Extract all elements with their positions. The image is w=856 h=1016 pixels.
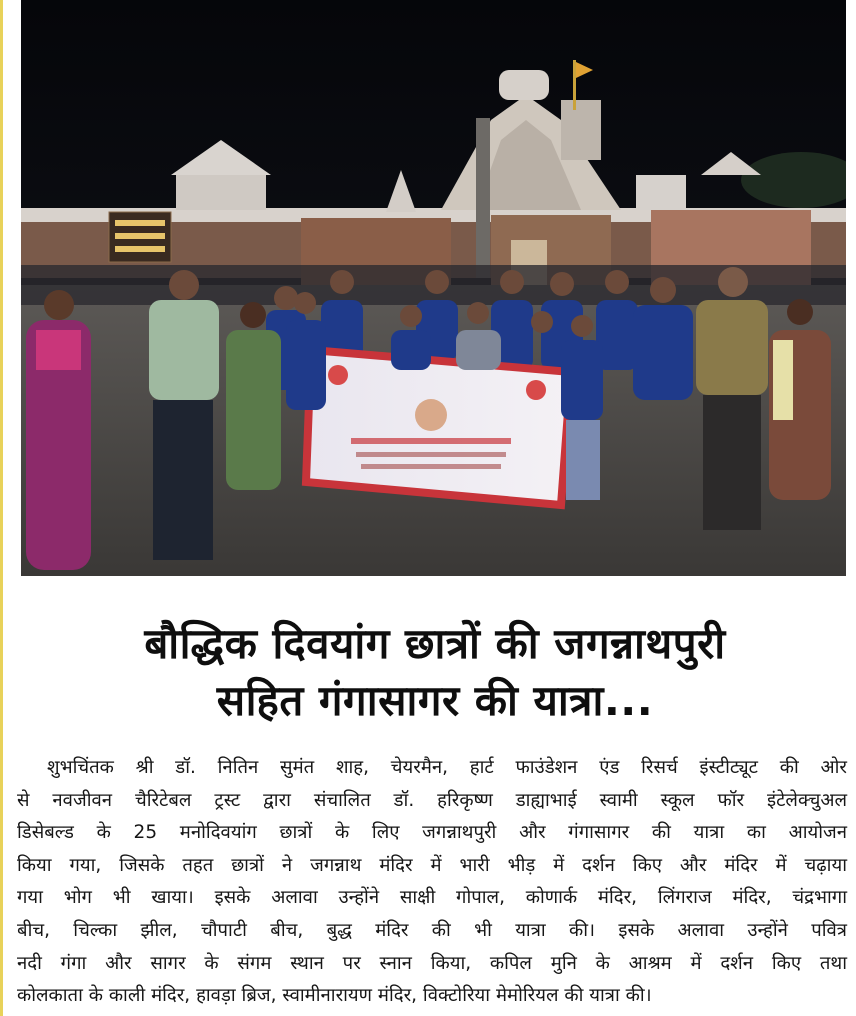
headline-line-1: बौद्धिक दिवयांग छात्रों की जगन्नाथपुरी — [144, 619, 726, 668]
article-headline — [20, 615, 850, 729]
banner-graphic — [306, 350, 571, 505]
article-body — [17, 752, 847, 1013]
group-photo-illustration — [21, 0, 846, 576]
body-line-7: नदी गंगा और सागर के संगम स्थान पर स्नान किया, कपिल मुनि के आश्रम में दर्शन किए तथा — [17, 952, 847, 974]
body-line-2: से नवजीवन चैरिटेबल ट्रस्ट द्वारा संचालित डॉ. हरिकृष्ण डाह्याभाई स्वामी स्कूल फॉर इंटेलेक्चुअल — [17, 789, 847, 811]
body-line-8: कोलकाता के काली मंदिर, हावड़ा ब्रिज, स्वामीनारायण मंदिर, विक्टोरिया मेमोरियल की यात्रा की। — [17, 985, 652, 1007]
body-line-3: डिसेबल्ड के 25 मनोदिवयांग छात्रों के लिए जगन्नाथपुरी और गंगासागर की यात्रा का आयोजन — [17, 822, 847, 844]
headline-line-2: सहित गंगासागर की यात्रा... — [216, 676, 654, 725]
body-line-1: शुभचिंतक श्री डॉ. नितिन सुमंत शाह, चेयरमैन, हार्ट फाउंडेशन एंड रिसर्च इंस्टीट्यूट की ओर — [47, 757, 847, 778]
margin-rule — [0, 0, 3, 1016]
body-line-5: गया भोग भी खाया। इसके अलावा उन्होंने साक्षी गोपाल, कोणार्क मंदिर, लिंगराज मंदिर, चंद्रभागा — [17, 887, 847, 909]
group-photo — [21, 0, 846, 576]
body-line-4: किया गया, जिसके तहत छात्रों ने जगन्नाथ मंदिर में भारी भीड़ में दर्शन किए और मंदिर में चढ़ाया — [17, 854, 847, 876]
body-line-6: बीच, चिल्का झील, चौपाटी बीच, बुद्ध मंदिर की भी यात्रा की। इसके अलावा उन्होंने पवित्र — [17, 919, 847, 941]
